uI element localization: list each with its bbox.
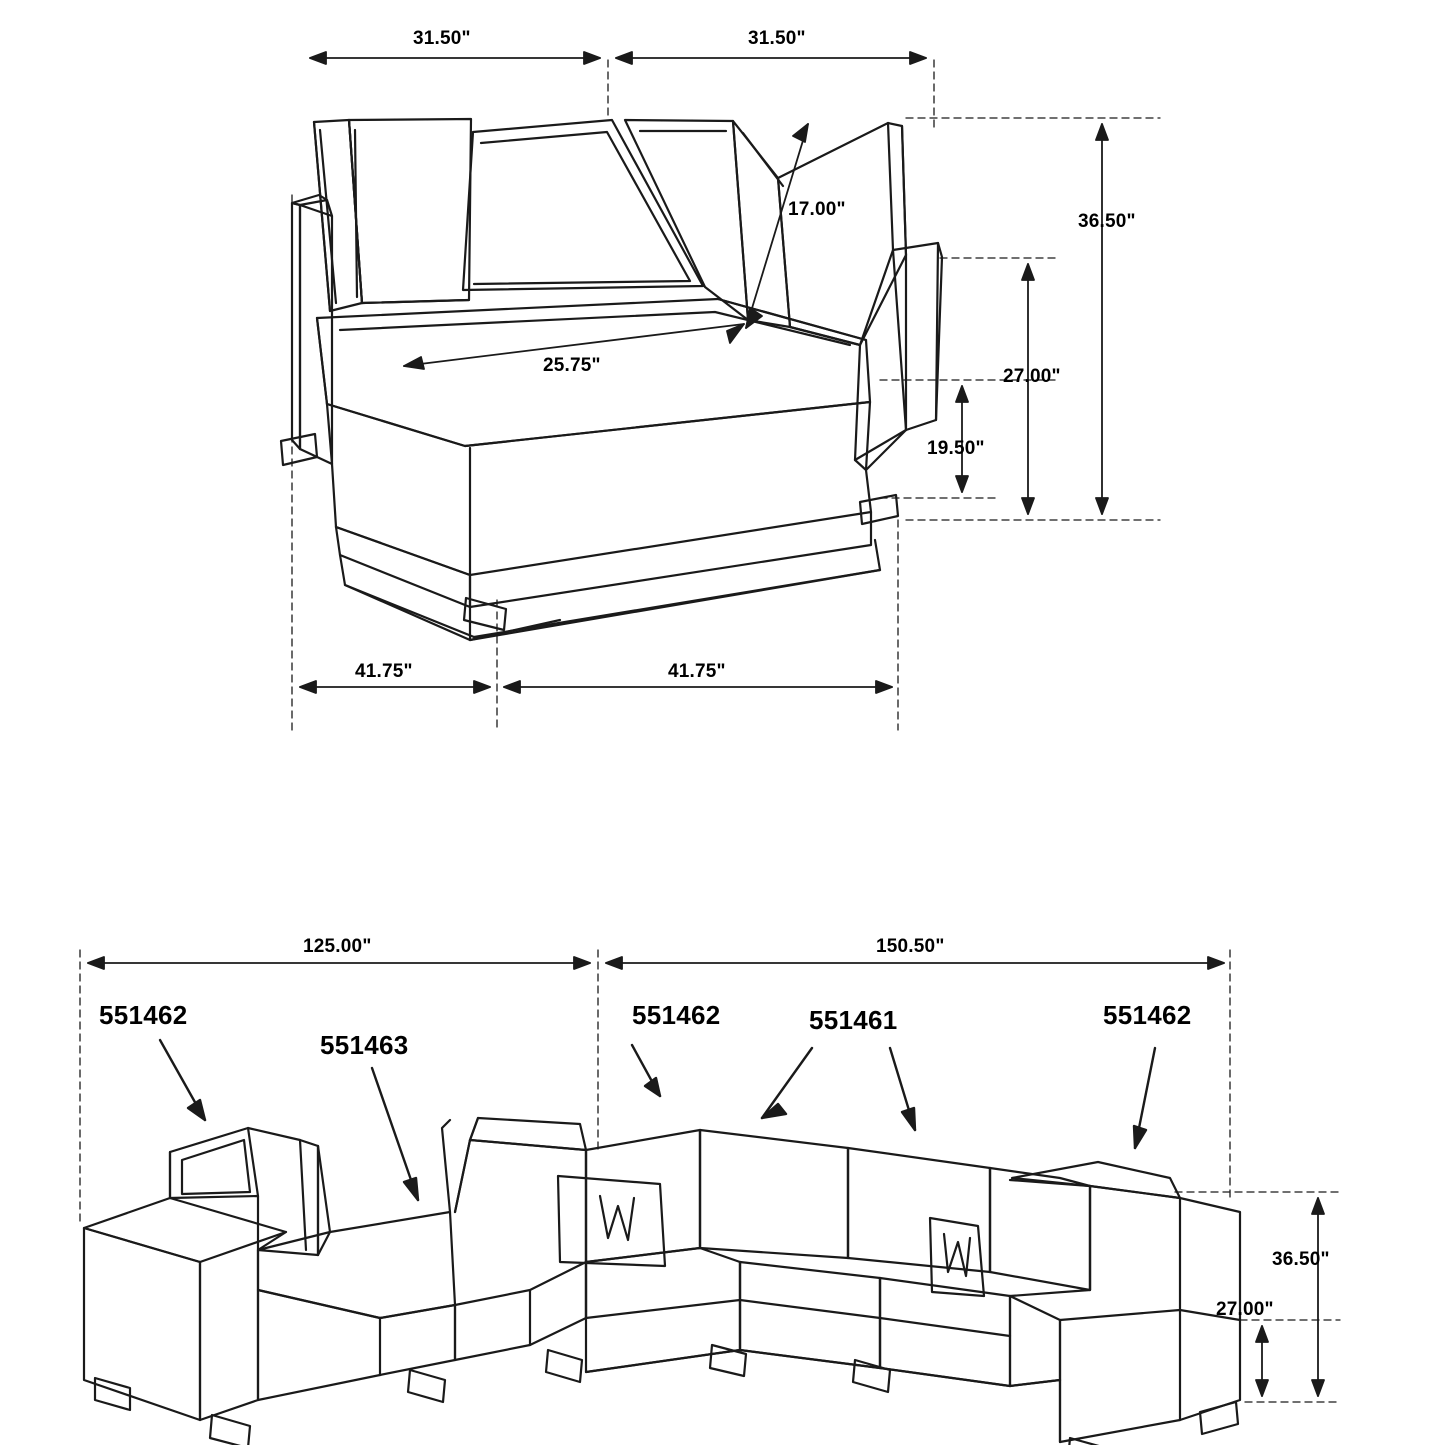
sectional-assembly-illustration — [84, 1118, 1240, 1445]
dim-seat-depth: 25.75" — [543, 355, 601, 376]
top-dimension-lines — [300, 52, 1108, 693]
part-number-right-arm: 551462 — [1103, 1000, 1192, 1030]
dim-left-section-width: 125.00" — [303, 936, 372, 957]
dim-seat-height: 19.50" — [927, 438, 985, 459]
top-extension-lines — [292, 60, 1160, 730]
corner-module-illustration — [281, 119, 942, 640]
dim-back-cushion-height: 17.00" — [788, 199, 846, 220]
dim-bottom-width-right: 41.75" — [668, 661, 726, 682]
part-number-corner: 551462 — [632, 1000, 721, 1030]
part-leader-arrows — [160, 1040, 1155, 1200]
dim-top-width-left: 31.50" — [413, 28, 471, 49]
part-number-left-arm: 551462 — [99, 1000, 188, 1030]
dim-overall-height: 36.50" — [1078, 211, 1136, 232]
dim-right-section-width: 150.50" — [876, 936, 945, 957]
dim-assembly-overall-height: 36.50" — [1272, 1249, 1330, 1270]
part-number-armless: 551463 — [320, 1030, 409, 1060]
dim-top-width-right: 31.50" — [748, 28, 806, 49]
dim-arm-height: 27.00" — [1003, 366, 1061, 387]
dim-bottom-width-left: 41.75" — [355, 661, 413, 682]
part-number-center: 551461 — [809, 1005, 898, 1035]
dim-assembly-arm-height: 27.00" — [1216, 1299, 1274, 1320]
